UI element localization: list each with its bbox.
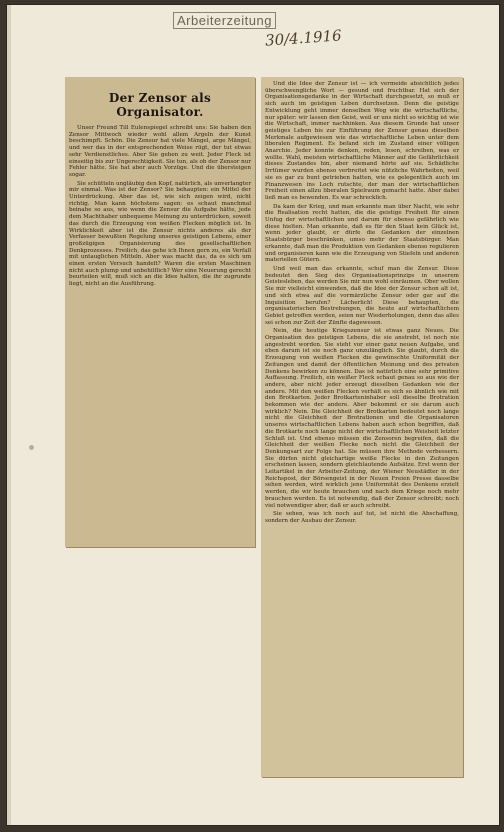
article-paragraph: Unser Freund Till Eulenspiegel schreibt uns: Sie haben den Zensor Mittwoch wieder wohl allem Argeln der Kunst beschimpft. Schön. Die Zensur hat viele Mängel, arge Mängel, und wer das in der entsprechenden Weise rügt, der tut etwas sehr Verdienstliches. Aber Sie gehen zu weit. Jeder Fleck ist einseitig bis zur Ungerechtigkeit. Sie tun, als ob der Zensor nur Fehler hätte. Sie hat aber auch Vorzüge. Und die übersteigen sogar. (69, 125, 251, 178)
article-paragraph: Und weil man das erkannte, schuf man die Zensur. Diese bedeutet den Sieg des Organisationsprinzips in unserem Geistesleben, das werden Sie mir nun wohl einräumen. Ober wollen Sie mir vielleicht einwenden, daß die Idee der Zensur schon alt ist, und sich etwa auf die vormärzliche Zensur oder gar auf die Inquisition berufen? Lächerlich! Diese behaupten, die organisatorischen Bestrebungen, die heute auf wirtschaftlichem Gebiet getroffen werden, seien nur Wiederholungen, denn das alles sei schon zur Zeit der Zünfte dagewesen. (265, 265, 459, 326)
pinhole (29, 445, 34, 450)
sheet-edge (7, 5, 11, 825)
article-paragraph: Da kam der Krieg, und man erkannte man über Nacht, wie sehr die Realisation recht hatten, die die geistige Freiheit für einen Unfug der wirtschaftlichen und darum für ebenso gefährlich wie diese hielten. Man erkannte, daß es für den Staat kein Glück ist, wenn jeder glaubt, er dürfe die Gedanken der einzelnen Staatsbürger beschränken, umso mehr der Staatsbürger. Man erkannte, daß man die Produktion von Gedanken ebenso regulieren und organisieren kann wie die Erzeugung von Stiefeln und anderen materiellen Gütern. (265, 203, 459, 264)
newspaper-name: Arbeiterzeitung (173, 12, 276, 29)
newspaper-stamp (173, 13, 276, 28)
article-title: Der Zensor als Organisator. (108, 91, 212, 119)
clipping-right-column (261, 77, 463, 777)
clipping-left-column (65, 77, 255, 547)
archive-sheet (6, 4, 500, 826)
handwritten-date: 30/4.1916 (264, 26, 343, 50)
article-paragraph: Sie schütteln ungläubig den Kopf, natürlich, als unverlangter mir einmal. Was ist der Zensor? Sie behaupten: ein Mittel der Unterdrückung. Aber das ist, wie sich zeigen wird, nicht richtig. Man kann höchstens sagen: es schaut manchmal beinahe so aus, wie wenn die Zensur die Aufgabe hätte, jede dem Machthaber unbequeme Meinung zu unterdrücken, soweit das durch die Erzeugung von weißen Flecken möglich ist. In Wirklichkeit aber ist die Zensur nichts anderes als der Verfasser bewußten Regelung unseres geistigen Lebens, einer großzügigen Organisierung des gesellschaftlichen Denkprozesses. Freilich, das gehe ich Ihnen gern zu, ein Verfall mit untauglichen Mitteln. Aber was macht das, da es sich um einen ersten Versuch handelt? Waren die ersten Maschinen nicht auch plump und unbehilflich? Wer eine Neuerung gerecht beurteilen will, muß sich an die Idee halten, die ihr zugrunde liegt, nicht an die Ausführung. (69, 180, 251, 288)
article-paragraph: Sie sehen, was ich noch auf tut, ist nicht die Abschaffung, sondern der Ausbau der Zensur. (265, 511, 459, 524)
article-paragraph: Nein, die heutige Kriegszensur ist etwas ganz Neues. Die Organisation des geistigen Lebens, die sie anstrebt, ist noch nie angestrebt worden. Sie steht vor einer ganz neuen Aufgabe, und eben darum ist sie noch ganz unzulänglich. Sie glaubt, durch die Erzeugung von weißen Flecken die gewünschte Uniformität der Zeitungen und damit der öffentlichen Meinung und des privaten Denkens bewirken zu können. Das ist natürlich eine sehr primitive Auffassung. Freilich, ein weißer Fleck schaut genau so aus wie der andere, aber nicht jeder erzeugt dieselben Gedanken wie der andere. Mit den weißen Flecken verhält es sich so ähnlich wie mit den Brotkarten. Jeder Brotkarteninhaber soll dieselbe Brotration bekommen wie der andere. Aber bekommt er sie darum auch wirklich? Nein. Die Gleichheit der Brotkarten bedeutet noch lange nicht die Gleichheit der Brotrationen und die Organisatoren unseres wirtschaftlichen Lebens haben auch schon begriffen, daß die Brotkarte noch lange nicht der wirtschaftlichen Weisheit letzter Schluß ist. Und ebenso müssen die Zensoren begreifen, daß die Gleichheit der weißen Flecke noch nicht die Gleichheit der Denkungsart zur Folge hat. Sie müssen ihre Methode verbessern. Sie dürfen nicht gleichartige weiße Flecke in den Zeitungen erscheinen lassen, sondern gleichlautende Aufsätze. Erst wenn der Leitartikel in der Arbeiter-Zeitung, der Wiener Neustädter in der Reichspost, der Börsengeist in der Neuen Freien Presse dasselbe sehen werden, wird wirklich jene Uniformität des Denkens erzielt werden, die wir heute brauchen und nach dem Kriege noch mehr brauchen werden. Es ist notwendig, daß der Zensor schreibt; noch viel notwendiger aber, daß er auch schreibt. (265, 328, 459, 509)
article-paragraph: Und die Idee der Zensur ist — ich vermeide absichtlich jedes überschwengliche Wort — gesund und fruchtbar. Hat sich der Organisationsgedanke in der Wirtschaft durchgesetzt, so muß er sich auch im geistigen Leben durchsetzen. Denn die geistige Entwicklung geht immer denselben Weg wie die wirtschaftliche, nur später: wir lassen den Geist, weil er uns nicht so wichtig ist wie die Wirtschaft, immer nachhinken. Aus diesem Grunde hat unser geistiges Leben bis zur Einführung der Zensur genau dieselben Merkmale aufgewiesen wie das wirtschaftliche Leben unter dem liberalen Regiment. Es befand sich im Zustand einer völligen Anarchie. Jeder konnte denken, reden, lesen, schreiben, was er wollte. Wahl, meisten wirtschaftliche Männer auf die Gefährlichkeit dieses Zustandes hin, aber niemand hörte auf sie. Schädliche Irrtümer wurden ebenso verbreitet wie nützliche Wahrheiten, weil sie es gar zu bunt getrieben hatten, wie es gelegentlich auch im Finanzwesen ins Loch rutschte, der man der wirtschaftlichen Freiheit einen allzu liberalen Spielraum gemacht hatte. Aber dabei ließ man es bewenden. Es war schrecklich. (265, 81, 459, 201)
